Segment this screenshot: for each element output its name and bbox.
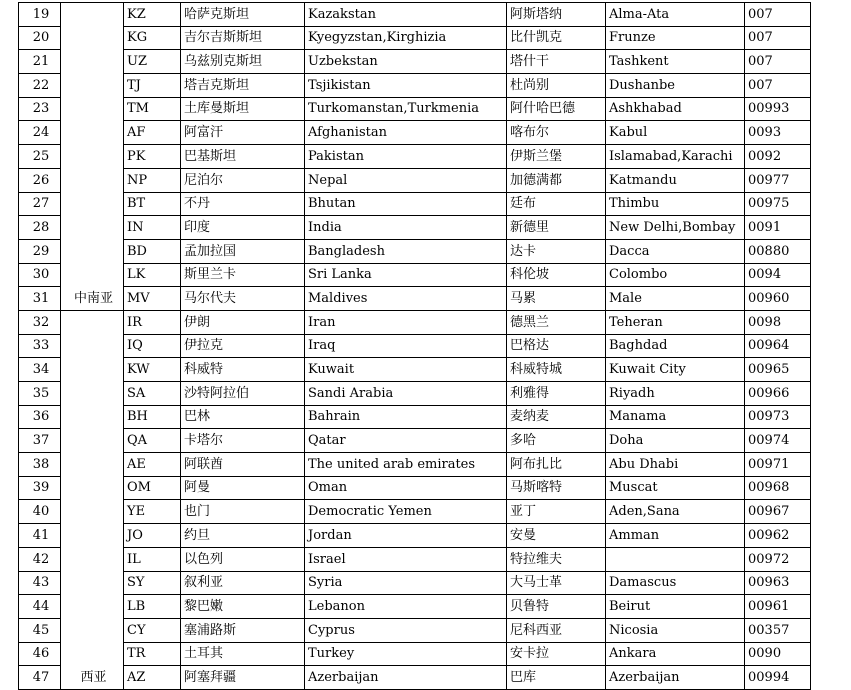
capital-name-en: Colombo [606, 263, 745, 287]
country-name-en: Kyegyzstan,Kirghizia [305, 26, 507, 50]
capital-name-en: Thimbu [606, 192, 745, 216]
country-name-en: Afghanistan [305, 121, 507, 145]
dial-code: 00972 [745, 547, 811, 571]
row-number: 36 [19, 405, 61, 429]
table-row [19, 26, 811, 50]
country-name-en: Azerbaijan [305, 666, 507, 690]
country-name-en: Sri Lanka [305, 263, 507, 287]
dial-code: 00961 [745, 595, 811, 619]
table-row [19, 595, 811, 619]
country-code: KZ [124, 3, 181, 27]
table-row [19, 97, 811, 121]
capital-name-cn: 阿斯塔纳 [507, 3, 606, 27]
country-code: CY [124, 618, 181, 642]
country-name-en: Cyprus [305, 618, 507, 642]
country-code: OM [124, 476, 181, 500]
row-number: 32 [19, 310, 61, 334]
country-code: UZ [124, 50, 181, 74]
dial-code: 00971 [745, 453, 811, 477]
country-code: AZ [124, 666, 181, 690]
capital-name-en: Riyadh [606, 382, 745, 406]
capital-name-en: Manama [606, 405, 745, 429]
row-number: 47 [19, 666, 61, 690]
dial-code: 00967 [745, 500, 811, 524]
capital-name-cn: 喀布尔 [507, 121, 606, 145]
dial-code: 0093 [745, 121, 811, 145]
capital-name-en: Damascus [606, 571, 745, 595]
country-code: BH [124, 405, 181, 429]
country-name-en: Israel [305, 547, 507, 571]
country-name-en: Syria [305, 571, 507, 595]
table-row [19, 618, 811, 642]
dial-code: 00962 [745, 524, 811, 548]
capital-name-en: Beirut [606, 595, 745, 619]
country-name-en: Tsjikistan [305, 74, 507, 98]
table-row [19, 500, 811, 524]
capital-name-cn: 阿布扎比 [507, 453, 606, 477]
row-number: 37 [19, 429, 61, 453]
row-number: 34 [19, 358, 61, 382]
capital-name-cn: 达卡 [507, 239, 606, 263]
capital-name-cn: 杜尚别 [507, 74, 606, 98]
country-name-cn: 阿联酋 [181, 453, 305, 477]
country-code: BD [124, 239, 181, 263]
capital-name-en: Katmandu [606, 168, 745, 192]
row-number: 45 [19, 618, 61, 642]
region-cell: 西亚 [61, 310, 124, 689]
country-name-en: Oman [305, 476, 507, 500]
country-name-en: Nepal [305, 168, 507, 192]
table-row [19, 405, 811, 429]
capital-name-cn: 马斯喀特 [507, 476, 606, 500]
country-name-en: Kazakstan [305, 3, 507, 27]
country-name-cn: 哈萨克斯坦 [181, 3, 305, 27]
dial-code: 00964 [745, 334, 811, 358]
table-row [19, 145, 811, 169]
country-code: MV [124, 287, 181, 311]
row-number: 20 [19, 26, 61, 50]
capital-name-cn: 马累 [507, 287, 606, 311]
capital-name-en: Baghdad [606, 334, 745, 358]
country-name-cn: 科威特 [181, 358, 305, 382]
table-row [19, 358, 811, 382]
capital-name-cn: 塔什干 [507, 50, 606, 74]
row-number: 41 [19, 524, 61, 548]
row-number: 24 [19, 121, 61, 145]
dial-code: 0098 [745, 310, 811, 334]
country-name-en: Bhutan [305, 192, 507, 216]
capital-name-cn: 巴库 [507, 666, 606, 690]
dial-code: 00960 [745, 287, 811, 311]
country-code: IL [124, 547, 181, 571]
country-name-cn: 印度 [181, 216, 305, 240]
row-number: 44 [19, 595, 61, 619]
capital-name-en: Nicosia [606, 618, 745, 642]
capital-name-en: Alma-Ata [606, 3, 745, 27]
capital-name-en: Kabul [606, 121, 745, 145]
table-row [19, 571, 811, 595]
row-number: 40 [19, 500, 61, 524]
country-name-cn: 巴基斯坦 [181, 145, 305, 169]
capital-name-cn: 比什凯克 [507, 26, 606, 50]
country-name-en: Democratic Yemen [305, 500, 507, 524]
dial-code: 00994 [745, 666, 811, 690]
capital-name-en: Abu Dhabi [606, 453, 745, 477]
country-code: IN [124, 216, 181, 240]
table-row [19, 239, 811, 263]
capital-name-en: Azerbaijan [606, 666, 745, 690]
row-number: 27 [19, 192, 61, 216]
capital-name-cn: 伊斯兰堡 [507, 145, 606, 169]
row-number: 35 [19, 382, 61, 406]
capital-name-en: Frunze [606, 26, 745, 50]
country-name-cn: 乌兹别克斯坦 [181, 50, 305, 74]
dial-code: 0090 [745, 642, 811, 666]
table-row [19, 453, 811, 477]
country-name-en: Iran [305, 310, 507, 334]
country-name-en: Uzbekstan [305, 50, 507, 74]
table-row [19, 3, 811, 27]
dial-code: 007 [745, 74, 811, 98]
dial-code: 007 [745, 26, 811, 50]
country-name-en: Qatar [305, 429, 507, 453]
table-row [19, 666, 811, 690]
country-name-en: India [305, 216, 507, 240]
dial-code: 0094 [745, 263, 811, 287]
dial-code: 00975 [745, 192, 811, 216]
country-code: QA [124, 429, 181, 453]
country-code: AF [124, 121, 181, 145]
dial-code: 00966 [745, 382, 811, 406]
country-name-cn: 巴林 [181, 405, 305, 429]
dial-code: 00977 [745, 168, 811, 192]
dial-code: 0092 [745, 145, 811, 169]
country-name-cn: 卡塔尔 [181, 429, 305, 453]
capital-name-cn: 大马士革 [507, 571, 606, 595]
row-number: 22 [19, 74, 61, 98]
capital-name-cn: 科伦坡 [507, 263, 606, 287]
row-number: 43 [19, 571, 61, 595]
capital-name-en: Doha [606, 429, 745, 453]
country-code: SY [124, 571, 181, 595]
capital-name-cn: 安曼 [507, 524, 606, 548]
capital-name-cn: 利雅得 [507, 382, 606, 406]
country-name-cn: 阿塞拜疆 [181, 666, 305, 690]
capital-name-en [606, 547, 745, 571]
country-name-cn: 斯里兰卡 [181, 263, 305, 287]
table-row [19, 310, 811, 334]
row-number: 33 [19, 334, 61, 358]
table-row [19, 547, 811, 571]
row-number: 25 [19, 145, 61, 169]
country-name-cn: 阿曼 [181, 476, 305, 500]
country-name-cn: 土耳其 [181, 642, 305, 666]
country-name-cn: 土库曼斯坦 [181, 97, 305, 121]
dial-code: 0091 [745, 216, 811, 240]
table-row [19, 168, 811, 192]
capital-name-cn: 多哈 [507, 429, 606, 453]
table-row [19, 429, 811, 453]
country-name-cn: 黎巴嫩 [181, 595, 305, 619]
table-row [19, 642, 811, 666]
row-number: 19 [19, 3, 61, 27]
country-name-cn: 伊朗 [181, 310, 305, 334]
capital-name-cn: 安卡拉 [507, 642, 606, 666]
dial-code: 00880 [745, 239, 811, 263]
capital-name-cn: 贝鲁特 [507, 595, 606, 619]
capital-name-cn: 廷布 [507, 192, 606, 216]
row-number: 26 [19, 168, 61, 192]
country-name-cn: 马尔代夫 [181, 287, 305, 311]
table-row [19, 476, 811, 500]
country-name-cn: 也门 [181, 500, 305, 524]
country-code: SA [124, 382, 181, 406]
row-number: 28 [19, 216, 61, 240]
capital-name-en: Male [606, 287, 745, 311]
country-name-cn: 叙利亚 [181, 571, 305, 595]
country-code: JO [124, 524, 181, 548]
capital-name-en: Ankara [606, 642, 745, 666]
country-name-cn: 伊拉克 [181, 334, 305, 358]
country-code: TR [124, 642, 181, 666]
country-code: NP [124, 168, 181, 192]
country-code: PK [124, 145, 181, 169]
country-code: KG [124, 26, 181, 50]
country-name-en: Bangladesh [305, 239, 507, 263]
row-number: 46 [19, 642, 61, 666]
dial-code: 00973 [745, 405, 811, 429]
country-name-en: Turkomanstan,Turkmenia [305, 97, 507, 121]
table-row [19, 263, 811, 287]
country-code: IR [124, 310, 181, 334]
row-number: 30 [19, 263, 61, 287]
dial-code: 00968 [745, 476, 811, 500]
country-name-cn: 以色列 [181, 547, 305, 571]
capital-name-en: Dushanbe [606, 74, 745, 98]
capital-name-cn: 科威特城 [507, 358, 606, 382]
capital-name-cn: 德黑兰 [507, 310, 606, 334]
table-row [19, 382, 811, 406]
country-table-body [19, 3, 811, 690]
capital-name-en: New Delhi,Bombay [606, 216, 745, 240]
capital-name-cn: 亚丁 [507, 500, 606, 524]
row-number: 39 [19, 476, 61, 500]
table-row [19, 192, 811, 216]
row-number: 38 [19, 453, 61, 477]
row-number: 31 [19, 287, 61, 311]
country-name-en: Bahrain [305, 405, 507, 429]
capital-name-en: Ashkhabad [606, 97, 745, 121]
capital-name-cn: 麦纳麦 [507, 405, 606, 429]
capital-name-cn: 新德里 [507, 216, 606, 240]
dial-code: 00357 [745, 618, 811, 642]
capital-name-cn: 加德满都 [507, 168, 606, 192]
capital-name-en: Aden,Sana [606, 500, 745, 524]
capital-name-en: Kuwait City [606, 358, 745, 382]
dial-code: 00974 [745, 429, 811, 453]
region-cell: 中南亚 [61, 3, 124, 311]
country-name-en: Sandi Arabia [305, 382, 507, 406]
capital-name-en: Dacca [606, 239, 745, 263]
dial-code: 00993 [745, 97, 811, 121]
country-name-en: Lebanon [305, 595, 507, 619]
dial-code: 00963 [745, 571, 811, 595]
country-name-cn: 塔吉克斯坦 [181, 74, 305, 98]
capital-name-cn: 尼科西亚 [507, 618, 606, 642]
country-code: LB [124, 595, 181, 619]
country-name-en: Turkey [305, 642, 507, 666]
country-name-en: Iraq [305, 334, 507, 358]
row-number: 21 [19, 50, 61, 74]
dial-code: 007 [745, 3, 811, 27]
country-name-cn: 塞浦路斯 [181, 618, 305, 642]
country-code: TJ [124, 74, 181, 98]
country-name-en: Kuwait [305, 358, 507, 382]
row-number: 29 [19, 239, 61, 263]
dial-code: 007 [745, 50, 811, 74]
country-name-cn: 约旦 [181, 524, 305, 548]
country-name-en: Jordan [305, 524, 507, 548]
country-code: KW [124, 358, 181, 382]
country-code: IQ [124, 334, 181, 358]
country-name-cn: 吉尔吉斯斯坦 [181, 26, 305, 50]
country-table [18, 2, 811, 690]
table-row [19, 74, 811, 98]
row-number: 42 [19, 547, 61, 571]
capital-name-en: Islamabad,Karachi [606, 145, 745, 169]
country-code: AE [124, 453, 181, 477]
country-name-en: Pakistan [305, 145, 507, 169]
table-row [19, 524, 811, 548]
country-code: YE [124, 500, 181, 524]
country-code: BT [124, 192, 181, 216]
table-row [19, 287, 811, 311]
country-name-cn: 阿富汗 [181, 121, 305, 145]
capital-name-en: Tashkent [606, 50, 745, 74]
capital-name-cn: 阿什哈巴德 [507, 97, 606, 121]
capital-name-en: Muscat [606, 476, 745, 500]
table-row [19, 50, 811, 74]
country-name-cn: 沙特阿拉伯 [181, 382, 305, 406]
country-name-cn: 不丹 [181, 192, 305, 216]
capital-name-en: Amman [606, 524, 745, 548]
table-row [19, 121, 811, 145]
capital-name-cn: 巴格达 [507, 334, 606, 358]
country-name-en: The united arab emirates [305, 453, 507, 477]
dial-code: 00965 [745, 358, 811, 382]
country-name-cn: 尼泊尔 [181, 168, 305, 192]
table-row [19, 216, 811, 240]
capital-name-cn: 特拉维夫 [507, 547, 606, 571]
country-name-cn: 孟加拉国 [181, 239, 305, 263]
table-row [19, 334, 811, 358]
country-code: LK [124, 263, 181, 287]
country-name-en: Maldives [305, 287, 507, 311]
country-code: TM [124, 97, 181, 121]
row-number: 23 [19, 97, 61, 121]
capital-name-en: Teheran [606, 310, 745, 334]
